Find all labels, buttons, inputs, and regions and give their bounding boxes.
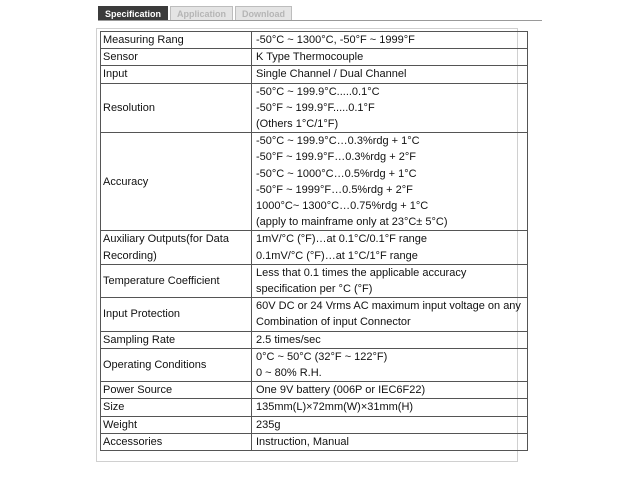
spec-value: [252, 298, 528, 331]
spec-value: [252, 133, 528, 231]
spec-value-line: 2.5 times/sec: [256, 333, 321, 346]
spec-value-line: (Others 1°C/1°F): [256, 118, 339, 131]
spec-value-line: One 9V battery (006P or IEC6F22): [256, 384, 426, 397]
spec-label: Resolution: [101, 83, 252, 133]
spec-label: Auxiliary Outputs(for Data Recording): [101, 231, 252, 264]
table-row: [101, 348, 528, 381]
table-row: [101, 83, 528, 133]
spec-value: [252, 331, 528, 348]
tab-divider: [98, 20, 542, 21]
spec-value-line: -50°C ~ 1300°C, -50°F ~ 1999°F: [256, 34, 415, 46]
spec-label: Weight: [101, 416, 252, 433]
spec-value: [252, 348, 528, 381]
spec-label: Operating Conditions: [101, 348, 252, 381]
spec-value: [252, 49, 528, 66]
spec-label: Sampling Rate: [101, 331, 252, 348]
tab-download[interactable]: Download: [235, 6, 292, 20]
spec-label: Power Source: [101, 382, 252, 399]
table-row: [101, 433, 528, 450]
spec-value-line: Instruction, Manual: [256, 435, 349, 448]
table-row: [101, 399, 528, 416]
spec-value-line: -50°F ~ 199.9°F…0.3%rdg + 2°F: [256, 151, 416, 164]
spec-value-line: Less that 0.1 times the applicable accuracy: [256, 266, 467, 279]
spec-value: [252, 32, 528, 49]
table-row: [101, 331, 528, 348]
spec-value-line: Combination of input Connector: [256, 316, 411, 329]
spec-value-line: 0 ~ 80% R.H.: [256, 367, 322, 380]
spec-value: [252, 382, 528, 399]
spec-value-line: -50°F ~ 1999°F…0.5%rdg + 2°F: [256, 183, 413, 196]
spec-value-line: 1mV/°C (°F)…at 0.1°C/0.1°F range: [256, 233, 428, 246]
table-row: [101, 416, 528, 433]
table-row: [101, 382, 528, 399]
spec-value-line: specification per °C (°F): [256, 283, 373, 296]
tab-application[interactable]: Application: [170, 6, 233, 20]
spec-value-line: Single Channel / Dual Channel: [256, 68, 407, 81]
spec-label: Input Protection: [101, 298, 252, 331]
spec-value-line: -50°F ~ 199.9°F.....0.1°F: [256, 101, 375, 114]
spec-label: Temperature Coefficient: [101, 264, 252, 297]
table-row: [101, 133, 528, 231]
spec-label: Size: [101, 399, 252, 416]
spec-value-line: -50°C ~ 1000°C…0.5%rdg + 1°C: [256, 167, 417, 180]
spec-value: [252, 416, 528, 433]
spec-value: [252, 231, 528, 264]
table-row: [101, 49, 528, 66]
spec-value: [252, 433, 528, 450]
spec-value-line: 135mm(L)×72mm(W)×31mm(H): [256, 401, 414, 414]
table-row: [101, 32, 528, 49]
spec-value-line: 0°C ~ 50°C (32°F ~ 122°F): [256, 350, 388, 363]
spec-label: Sensor: [101, 49, 252, 66]
spec-value-line: 60V DC or 24 Vrms AC maximum input voltage on any: [256, 300, 521, 313]
table-row: [101, 66, 528, 83]
spec-label: Measuring Rang: [101, 32, 252, 49]
spec-value: [252, 66, 528, 83]
table-row: [101, 264, 528, 297]
spec-value-line: (apply to mainframe only at 23°C± 5°C): [256, 216, 448, 229]
spec-value: [252, 399, 528, 416]
specification-table: [100, 31, 528, 451]
spec-value: [252, 264, 528, 297]
spec-value-line: -50°C ~ 199.9°C…0.3%rdg + 1°C: [256, 135, 420, 148]
spec-value-line: -50°C ~ 199.9°C.....0.1°C: [256, 85, 380, 98]
spec-value-line: 235g: [256, 418, 281, 431]
spec-label: Accessories: [101, 433, 252, 450]
spec-value-line: 0.1mV/°C (°F)…at 1°C/1°F range: [256, 249, 418, 262]
spec-label: Accuracy: [101, 133, 252, 231]
table-row: [101, 231, 528, 264]
tab-specification[interactable]: Specification: [98, 6, 168, 20]
spec-value: [252, 83, 528, 133]
spec-label: Input: [101, 66, 252, 83]
tab-bar: [98, 6, 292, 20]
spec-value-line: K Type Thermocouple: [256, 51, 364, 64]
spec-value-line: 1000°C~ 1300°C…0.75%rdg + 1°C: [256, 200, 429, 213]
table-row: [101, 298, 528, 331]
